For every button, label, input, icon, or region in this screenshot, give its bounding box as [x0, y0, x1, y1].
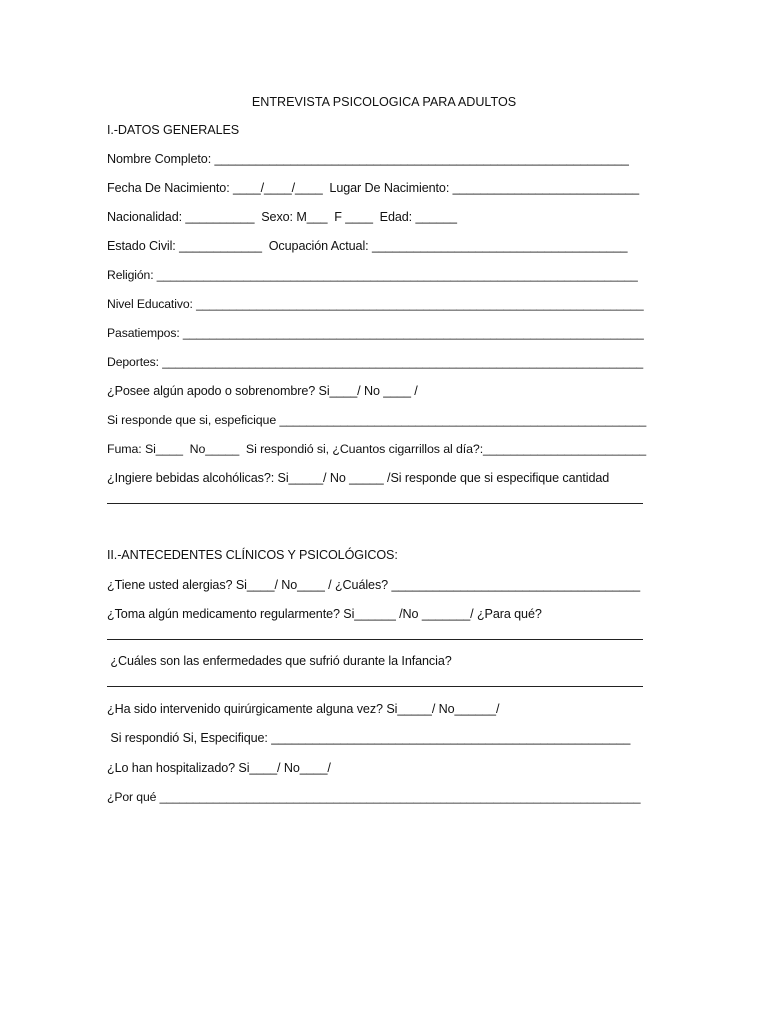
field-especifique-apodo: Si responde que si, espeficique ______________________________________________________: [107, 413, 647, 427]
field-nombre-completo: Nombre Completo: ____________________________________________________________: [107, 152, 629, 166]
field-hospitalizado: ¿Lo han hospitalizado? Si____/ No____/: [107, 761, 331, 775]
answer-line-enfermedades: [107, 686, 643, 687]
field-fuma: Fuma: Si____ No_____ Si respondió si, ¿Cuantos cigarrillos al día?:________________________: [107, 442, 647, 456]
document-title: ENTREVISTA PSICOLOGICA PARA ADULTOS: [251, 95, 517, 109]
section-1-heading: I.-DATOS GENERALES: [107, 123, 240, 137]
field-enfermedades-infancia: ¿Cuáles son las enfermedades que sufrió durante la Infancia?: [107, 654, 452, 668]
field-apodo: ¿Posee algún apodo o sobrenombre? Si____/ No ____ /: [107, 384, 418, 398]
field-especifique-cirugia: Si respondió Si, Especifique: ____________________________________________________: [107, 731, 631, 745]
field-deportes: Deportes: ________________________________________________________________________: [107, 355, 644, 369]
field-intervenido-quirurgicamente: ¿Ha sido intervenido quirúrgicamente alguna vez? Si_____/ No______/: [107, 702, 500, 716]
field-por-que: ¿Por qué ________________________________________________________________________: [107, 790, 641, 804]
field-nivel-educativo: Nivel Educativo: ___________________________________________________________________: [107, 297, 644, 311]
section-2-heading: II.-ANTECEDENTES CLÍNICOS Y PSICOLÓGICOS:: [107, 548, 398, 562]
field-medicamento: ¿Toma algún medicamento regularmente? Si______ /No _______/ ¿Para qué?: [107, 607, 542, 621]
answer-line-medicamento: [107, 639, 643, 640]
field-nacionalidad-sexo-edad: Nacionalidad: __________ Sexo: M___ F ____ Edad: ______: [107, 210, 457, 224]
field-bebidas-alcoholicas: ¿Ingiere bebidas alcohólicas?: Si_____/ No _____ /Si responde que si especifique cantidad: [107, 471, 610, 485]
field-alergias: ¿Tiene usted alergias? Si____/ No____ / ¿Cuáles? ____________________________________: [107, 578, 641, 592]
field-estado-civil-ocupacion: Estado Civil: ____________ Ocupación Actual: _____________________________________: [107, 239, 628, 253]
field-fecha-lugar-nacimiento: Fecha De Nacimiento: ____/____/____ Lugar De Nacimiento: ___________________________: [107, 181, 640, 195]
answer-line-bebidas: [107, 503, 643, 504]
field-pasatiempos: Pasatiempos: _____________________________________________________________________: [107, 326, 644, 340]
field-religion: Religión: ________________________________________________________________________: [107, 268, 638, 282]
